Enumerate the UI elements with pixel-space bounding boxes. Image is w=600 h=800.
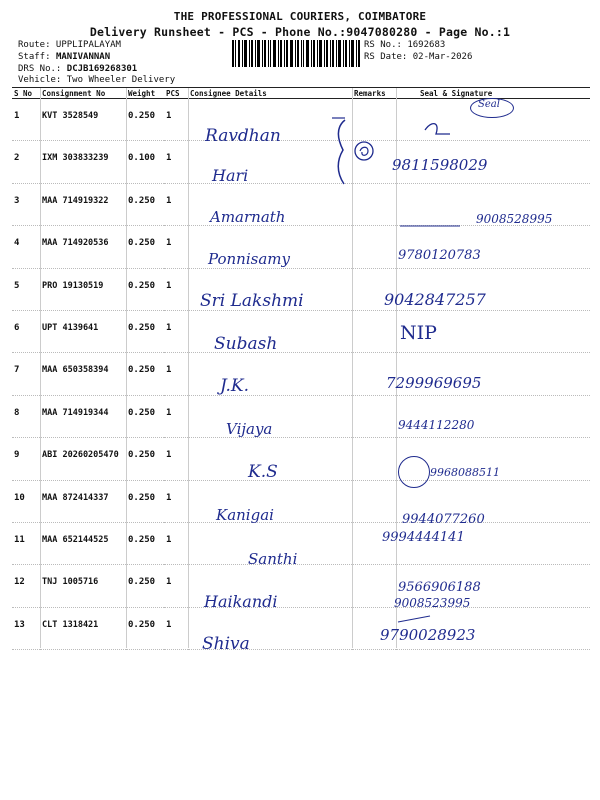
- rs-number: RS No.: 1692683: [364, 40, 446, 50]
- staff-label: Staff:: [18, 52, 51, 62]
- cell-consignment: MAA 714920536: [40, 226, 126, 268]
- cell-pcs: 1: [164, 353, 188, 395]
- cell-consignment: MAA 650358394: [40, 353, 126, 395]
- handwritten-name: Subash: [214, 334, 278, 354]
- handwritten-signature: 9968088511: [430, 466, 500, 479]
- cell-pcs: 1: [164, 183, 188, 225]
- handwritten-name: Ponnisamy: [208, 250, 290, 268]
- drs-value: DCJB169268301: [66, 64, 138, 74]
- cell-weight: 0.250: [126, 565, 164, 607]
- cell-pcs: 1: [164, 565, 188, 607]
- seal-stamp-text: Seal: [478, 99, 500, 110]
- cell-weight: 0.250: [126, 438, 164, 480]
- cell-sno: 7: [12, 353, 40, 395]
- handwritten-signature: 9566906188: [398, 580, 481, 595]
- handwritten-name: Vijaya: [226, 420, 273, 438]
- cell-consignment: MAA 652144525: [40, 522, 126, 564]
- cell-weight: 0.250: [126, 353, 164, 395]
- handwritten-signature: NIP: [400, 322, 437, 344]
- handwritten-signature: 9944077260: [402, 512, 485, 527]
- handwritten-name: Haikandi: [204, 592, 278, 611]
- col-header-remarks: Remarks: [352, 88, 396, 99]
- cell-pcs: 1: [164, 226, 188, 268]
- company-title: THE PROFESSIONAL COURIERS, COIMBATORE: [173, 10, 427, 23]
- handwritten-name: K.S: [248, 462, 278, 482]
- cell-sno: 1: [12, 99, 40, 141]
- cell-sno: 3: [12, 183, 40, 225]
- cell-consignment: ABI 20260205470: [40, 438, 126, 480]
- cell-consignment: CLT 1318421: [40, 607, 126, 649]
- cell-sno: 9: [12, 438, 40, 480]
- cell-pcs: 1: [164, 141, 188, 183]
- handwritten-name: Sri Lakshmi: [200, 291, 304, 311]
- vehicle-label: Vehicle: Two Wheeler Delivery: [18, 75, 176, 85]
- cell-weight: 0.250: [126, 522, 164, 564]
- handwritten-signature: 9811598029: [392, 156, 488, 174]
- cell-weight: 0.250: [126, 99, 164, 141]
- cell-pcs: 1: [164, 395, 188, 437]
- cell-sno: 10: [12, 480, 40, 522]
- col-header-consignee: Consignee Details: [188, 88, 352, 99]
- handwritten-signature: 9444112280: [398, 418, 475, 432]
- cell-sno: 13: [12, 607, 40, 649]
- cell-consignment: TNJ 1005716: [40, 565, 126, 607]
- handwritten-signature: 9790028923: [380, 626, 476, 644]
- col-header-seal: Seal & Signature: [396, 88, 590, 99]
- cell-weight: 0.250: [126, 607, 164, 649]
- cell-pcs: 1: [164, 99, 188, 141]
- staff-value: MANIVANNAN: [55, 52, 111, 62]
- cell-consignment: PRO 19130519: [40, 268, 126, 310]
- handwritten-name: Amarnath: [210, 208, 286, 226]
- cell-weight: 0.250: [126, 183, 164, 225]
- rs-date: RS Date: 02-Mar-2026: [364, 52, 473, 62]
- handwritten-signature: 7299969695: [386, 374, 482, 392]
- drs-label: DRS No.:: [18, 64, 62, 74]
- cell-sno: 11: [12, 522, 40, 564]
- cell-consignment: IXM 303833239: [40, 141, 126, 183]
- cell-weight: 0.100: [126, 141, 164, 183]
- cell-consignment: MAA 714919322: [40, 183, 126, 225]
- cell-consignment: MAA 872414337: [40, 480, 126, 522]
- cell-pcs: 1: [164, 522, 188, 564]
- cell-sno: 6: [12, 310, 40, 352]
- cell-sno: 12: [12, 565, 40, 607]
- cell-weight: 0.250: [126, 395, 164, 437]
- cell-weight: 0.250: [126, 268, 164, 310]
- runsheet-subtitle: Delivery Runsheet - PCS - Phone No.:9047080280 - Page No.:1: [89, 25, 511, 39]
- handwritten-signature: 9008523995: [394, 596, 471, 610]
- handwritten-signature: 9042847257: [384, 290, 486, 309]
- route-label: Route: UPPLIPALAYAM: [18, 40, 121, 50]
- handwritten-name: J.K.: [220, 376, 250, 396]
- cell-sno: 4: [12, 226, 40, 268]
- col-header-weight: Weight: [126, 88, 164, 99]
- col-header-pcs: PCS: [164, 88, 188, 99]
- cell-consignment: MAA 714919344: [40, 395, 126, 437]
- cell-weight: 0.250: [126, 310, 164, 352]
- cell-pcs: 1: [164, 438, 188, 480]
- seal-stamp: [398, 456, 430, 488]
- cell-weight: 0.250: [126, 480, 164, 522]
- handwritten-name: Kanigai: [216, 506, 274, 524]
- cell-sno: 5: [12, 268, 40, 310]
- cell-pcs: 1: [164, 310, 188, 352]
- handwritten-signature: 9008528995: [476, 212, 553, 226]
- cell-consignment: UPT 4139641: [40, 310, 126, 352]
- handwritten-name: Santhi: [248, 550, 298, 568]
- handwritten-name: Ravdhan: [205, 126, 281, 146]
- cell-pcs: 1: [164, 607, 188, 649]
- cell-sno: 8: [12, 395, 40, 437]
- handwritten-name: Hari: [212, 166, 249, 185]
- handwritten-signature: 9780120783: [398, 248, 481, 263]
- cell-weight: 0.250: [126, 226, 164, 268]
- col-header-consignment: Consignment No: [40, 88, 126, 99]
- cell-consignment: KVT 3528549: [40, 99, 126, 141]
- cell-pcs: 1: [164, 480, 188, 522]
- cell-pcs: 1: [164, 268, 188, 310]
- handwritten-signature: 9994444141: [382, 530, 465, 545]
- cell-sno: 2: [12, 141, 40, 183]
- handwritten-name: Shiva: [202, 634, 250, 654]
- col-header-sno: S No: [12, 88, 40, 99]
